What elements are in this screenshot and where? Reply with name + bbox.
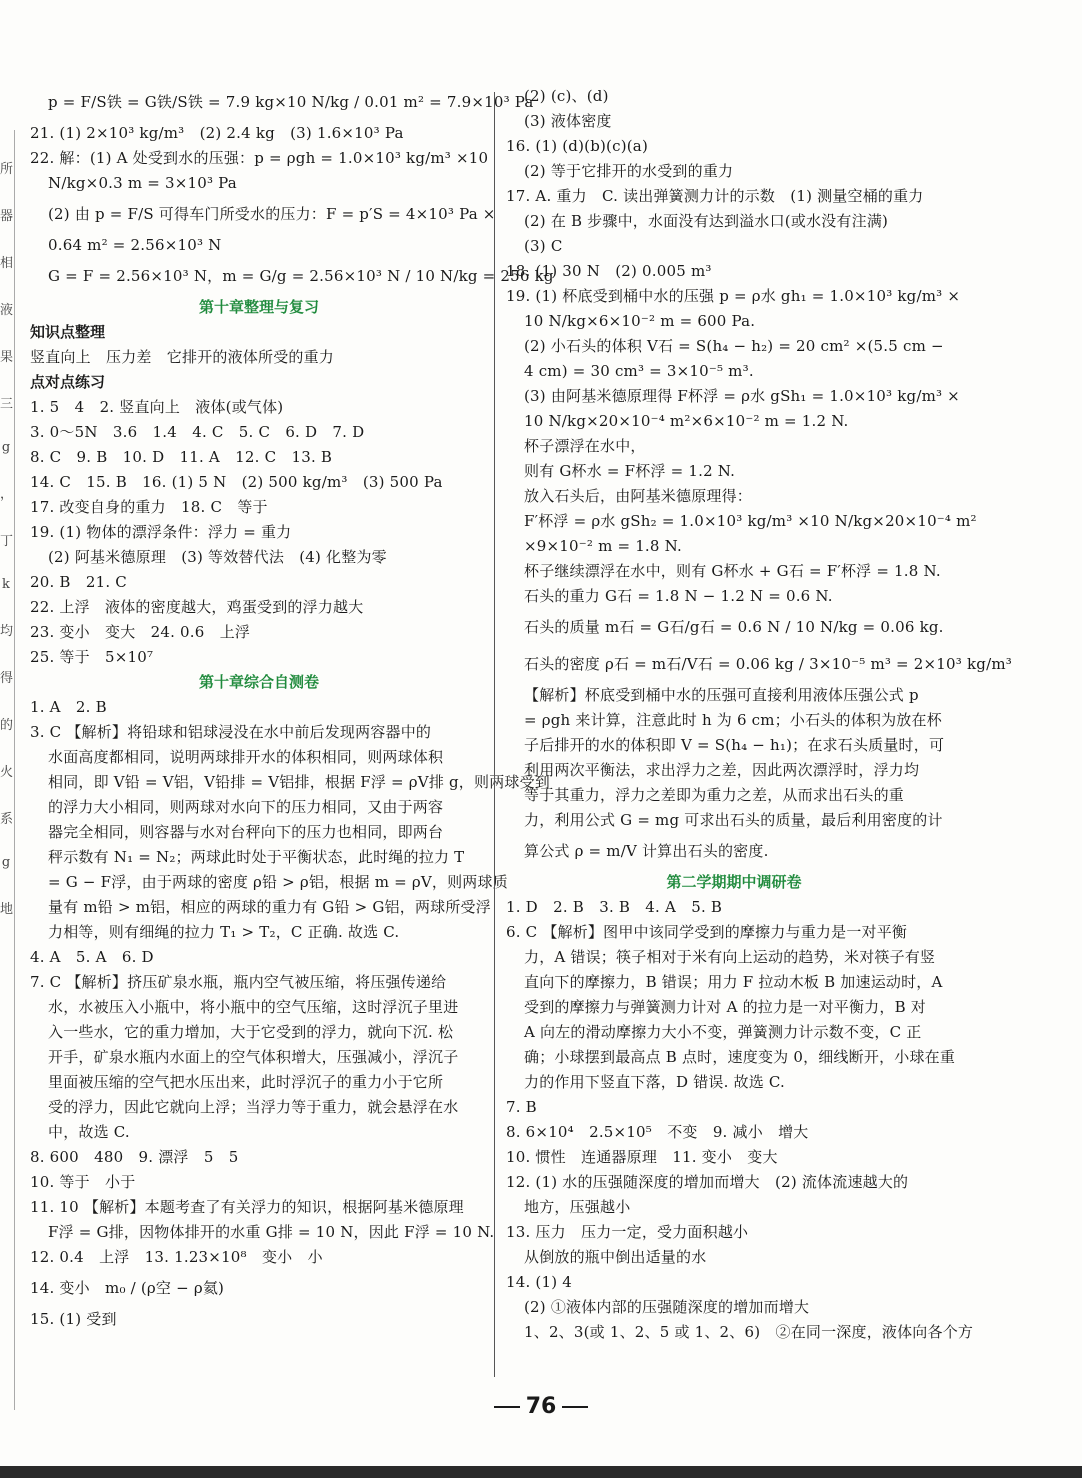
gutter-char: g [1,855,11,870]
left-line: 器完全相同，则容器与水对台秤向下的压力也相同，即两台 [48,823,444,841]
right-line: 受到的摩擦力与弹簧测力计对 A 的拉力是一对平衡力，B 对 [524,998,926,1016]
right-line: ×9×10⁻² m = 1.8 N. [524,537,682,555]
left-line: 19. (1) 物体的漂浮条件：浮力 = 重力 [30,523,292,541]
subsection-title: 点对点练习 [30,373,106,391]
right-line: 则有 G杯水 = F杯浮 = 1.2 N. [524,462,736,480]
right-line: 7. B [506,1098,537,1116]
right-line: 直向下的摩擦力，B 错误；用力 F 拉动木板 B 加速运动时，A [524,973,943,991]
gutter-char: 地 [0,902,14,917]
page-number-value: 76 [525,1394,557,1419]
right-line: (3) 液体密度 [524,112,612,130]
right-line: 放入石头后，由阿基米德原理得： [524,487,753,505]
right-line: 石头的重力 G石 = 1.8 N − 1.2 N = 0.6 N. [524,587,833,605]
left-line: 相同，即 V铅 = V铝，V铅排 = V铝排，根据 F浮 = ρV排 g，则两球受到 [48,773,551,791]
gutter-char: 相 [0,256,14,271]
left-line: 0.64 m² = 2.56×10³ N [48,236,222,254]
gutter-char: 的 [0,718,14,733]
left-line: 力相等，则有细绳的拉力 T₁ > T₂，C 正确. 故选 C. [48,923,400,941]
right-line: 10 N/kg×6×10⁻² m = 600 Pa. [524,312,756,330]
left-line: 22. 上浮 液体的密度越大，鸡蛋受到的浮力越大 [30,598,364,616]
gutter-char: 火 [0,765,14,780]
gutter-char: k [2,577,10,592]
left-line: 秤示数有 N₁ = N₂；两球此时处于平衡状态，此时绳的拉力 T [48,848,465,866]
right-column [506,84,1012,1345]
right-line: 力，A 错误；筷子相对于米有向上运动的趋势，米对筷子有竖 [524,948,936,966]
left-line: 4. A 5. A 6. D [30,948,154,966]
right-line: 石头的质量 m石 = G石/g石 = 0.6 N / 10 N/kg = 0.06 kg. [524,618,944,636]
column-divider [494,92,495,1377]
left-line: (2) 由 p = F/S 可得车门所受水的压力：F = p′S = 4×10³ Pa × [48,205,496,223]
gutter-char: g [1,440,11,455]
right-line: A 向左的滑动摩擦力大小不变，弹簧测力计示数不变，C 正 [524,1023,922,1041]
gutter-char: 均 [0,624,14,639]
gutter-char: 丁 [0,534,14,549]
right-line: 子后排开的水的体积即 V = S(h₄ − h₁)；在求石头质量时，可 [524,736,945,754]
page-number [0,1394,1082,1419]
gutter-char: 液 [0,303,14,318]
right-line: 8. 6×10⁴ 2.5×10⁵ 不变 9. 减小 增大 [506,1123,809,1141]
left-line: 22. 解：(1) A 处受到水的压强：p = ρgh = 1.0×10³ kg/m³ ×10 [30,149,489,167]
left-line: F浮 = G排，因物体排开的水重 G排 = 10 N，因此 F浮 = 10 N. [48,1223,495,1241]
right-line: 19. (1) 杯底受到桶中水的压强 p = ρ水 gh₁ = 1.0×10³ kg/m³ × [506,287,961,305]
left-line: 3. 0～5N 3.6 1.4 4. C 5. C 6. D 7. D [30,423,365,441]
right-line: 10 N/kg×20×10⁻⁴ m²×6×10⁻² m = 1.2 N. [524,412,849,430]
gutter-char: 果 [0,350,14,365]
right-line: (3) C [524,237,563,255]
left-line: 15. (1) 受到 [30,1310,117,1328]
left-line: 8. 600 480 9. 漂浮 5 5 [30,1148,239,1166]
gutter-char: 三 [0,397,14,412]
right-line: 16. (1) (d)(b)(c)(a) [506,137,649,155]
bottom-bar [0,1466,1082,1478]
left-line: 3. C 【解析】将铅球和铝球浸没在水中前后发现两容器中的 [30,723,432,741]
left-line: 17. 改变自身的重力 18. C 等于 [30,498,268,516]
gutter-char: 器 [0,209,14,224]
right-line: 10. 惯性 连通器原理 11. 变小 变大 [506,1148,778,1166]
right-line: (3) 由阿基米德原理得 F杯浮 = ρ水 gSh₁ = 1.0×10³ kg/m³ × [524,387,960,405]
left-line: 量有 m铅 > m铝，相应的两球的重力有 G铅 > G铝，两球所受浮 [48,898,491,916]
right-line: (2) 小石头的体积 V石 = S(h₄ − h₂) = 20 cm² ×(5.5 cm − [524,337,944,355]
left-line: p = F/S铁 = G铁/S铁 = 7.9 kg×10 N/kg / 0.01 m² = 7.9×10³ Pa [48,93,534,111]
right-line: (2) (c)、(d) [524,87,609,105]
left-line: 14. 变小 m₀ / (ρ空 − ρ氦) [30,1279,225,1297]
right-line: F′杯浮 = ρ水 gSh₂ = 1.0×10³ kg/m³ ×10 N/kg×20×10⁻⁴ m² [524,512,977,530]
left-line: = G − F浮，由于两球的密度 ρ铅 > ρ铝，根据 m = ρV，则两球质 [48,873,508,891]
right-line: 17. A. 重力 C. 读出弹簧测力计的示数 (1) 测量空桶的重力 [506,187,924,205]
right-line: = ρgh 来计算，注意此时 h 为 6 cm；小石头的体积为放在杯 [524,711,942,729]
left-line: 11. 10 【解析】本题考查了有关浮力的知识，根据阿基米德原理 [30,1198,464,1216]
left-line: 21. (1) 2×10³ kg/m³ (2) 2.4 kg (3) 1.6×10³ Pa [30,124,404,142]
gutter-char: ， [0,487,14,502]
left-line: 7. C 【解析】挤压矿泉水瓶，瓶内空气被压缩，将压强传递给 [30,973,447,991]
right-line: 13. 压力 压力一定，受力面积越小 [506,1223,749,1241]
right-line: 力的作用下竖直下落，D 错误. 故选 C. [524,1073,786,1091]
right-line: (2) 在 B 步骤中，水面没有达到溢水口(或水没有注满) [524,212,889,230]
gutter-char: 得 [0,671,14,686]
right-line: 地方，压强越小 [524,1198,631,1216]
left-line: 25. 等于 5×10⁷ [30,648,154,666]
left-line: 竖直向上 压力差 它排开的液体所受的重力 [30,348,335,366]
left-line: 开手，矿泉水瓶内水面上的空气体积增大，压强减小，浮沉子 [48,1048,459,1066]
left-line: 中，故选 C. [48,1123,130,1141]
right-line: 1. D 2. B 3. B 4. A 5. B [506,898,723,916]
right-line: 1、2、3(或 1、2、5 或 1、2、6) ②在同一深度，液体向各个方 [524,1323,974,1341]
right-line: 14. (1) 4 [506,1273,572,1291]
left-line: 入一些水，它的重力增加，大于它受到的浮力，就向下沉. 松 [48,1023,454,1041]
right-line: 6. C 【解析】图甲中该同学受到的摩擦力与重力是一对平衡 [506,923,908,941]
right-line: 4 cm) = 30 cm³ = 3×10⁻⁵ m³. [524,362,754,380]
left-line: 14. C 15. B 16. (1) 5 N (2) 500 kg/m³ (3) 500 Pa [30,473,443,491]
page-number-dash-right [562,1406,588,1408]
left-line: 1. A 2. B [30,698,107,716]
right-line: 等于其重力，浮力之差即为重力之差，从而求出石头的重 [524,786,905,804]
right-line: 【解析】杯底受到桶中水的压强可直接利用液体压强公式 p [524,686,919,704]
right-line: 杯子漂浮在水中， [524,437,646,455]
section-title: 第十章整理与复习 [198,298,319,316]
left-line: N/kg×0.3 m = 3×10³ Pa [48,174,237,192]
gutter-char: 所 [0,162,14,177]
right-line: (2) 等于它排开的水受到的重力 [524,162,734,180]
subsection-title: 知识点整理 [30,323,106,341]
left-line: 里面被压缩的空气把水压出来，此时浮沉子的重力小于它所 [48,1073,444,1091]
section-title: 第二学期期中调研卷 [666,873,802,891]
page-number-dash-left [494,1406,520,1408]
right-line: 杯子继续漂浮在水中，则有 G杯水 + G石 = F′杯浮 = 1.8 N. [524,562,941,580]
right-line: 12. (1) 水的压强随深度的增加而增大 (2) 流体流速越大的 [506,1173,909,1191]
right-line: 利用两次平衡法，求出浮力之差，因此两次漂浮时，浮力均 [524,761,920,779]
right-line: 确；小球摆到最高点 B 点时，速度变为 0，细线断开，小球在重 [524,1048,956,1066]
left-line: 12. 0.4 上浮 13. 1.23×10⁸ 变小 小 [30,1248,323,1266]
left-line: 8. C 9. B 10. D 11. A 12. C 13. B [30,448,333,466]
left-line: 水，水被压入小瓶中，将小瓶中的空气压缩，这时浮沉子里进 [48,998,459,1016]
right-line: 力，利用公式 G = mg 可求出石头的质量，最后利用密度的计 [524,811,943,829]
right-line: 算公式 ρ = m/V 计算出石头的密度. [524,842,769,860]
left-line: (2) 阿基米德原理 (3) 等效替代法 (4) 化整为零 [48,548,387,566]
left-line: 水面高度都相同，说明两球排开水的体积相同，则两球体积 [48,748,444,766]
binding-gutter [0,130,15,1410]
left-line: 10. 等于 小于 [30,1173,136,1191]
section-title: 第十章综合自测卷 [198,673,319,691]
left-line: 20. B 21. C [30,573,127,591]
right-line: (2) ①液体内部的压强随深度的增加而增大 [524,1298,810,1316]
left-line: 1. 5 4 2. 竖直向上 液体(或气体) [30,398,284,416]
left-line: G = F = 2.56×10³ N，m = G/g = 2.56×10³ N / 10 N/kg = 256 kg [48,267,554,285]
left-line: 受的浮力，因此它就向上浮；当浮力等于重力，就会悬浮在水 [48,1098,459,1116]
right-line: 从倒放的瓶中倒出适量的水 [524,1248,707,1266]
gutter-char: 系 [0,812,14,827]
right-line: 18. (1) 30 N (2) 0.005 m³ [506,262,712,280]
left-line: 的浮力大小相同，则两球对水向下的压力相同，又由于两容 [48,798,444,816]
right-line: 石头的密度 ρ石 = m石/V石 = 0.06 kg / 3×10⁻⁵ m³ = 2×10³ kg/m³ [524,655,1012,673]
left-line: 23. 变小 变大 24. 0.6 上浮 [30,623,251,641]
